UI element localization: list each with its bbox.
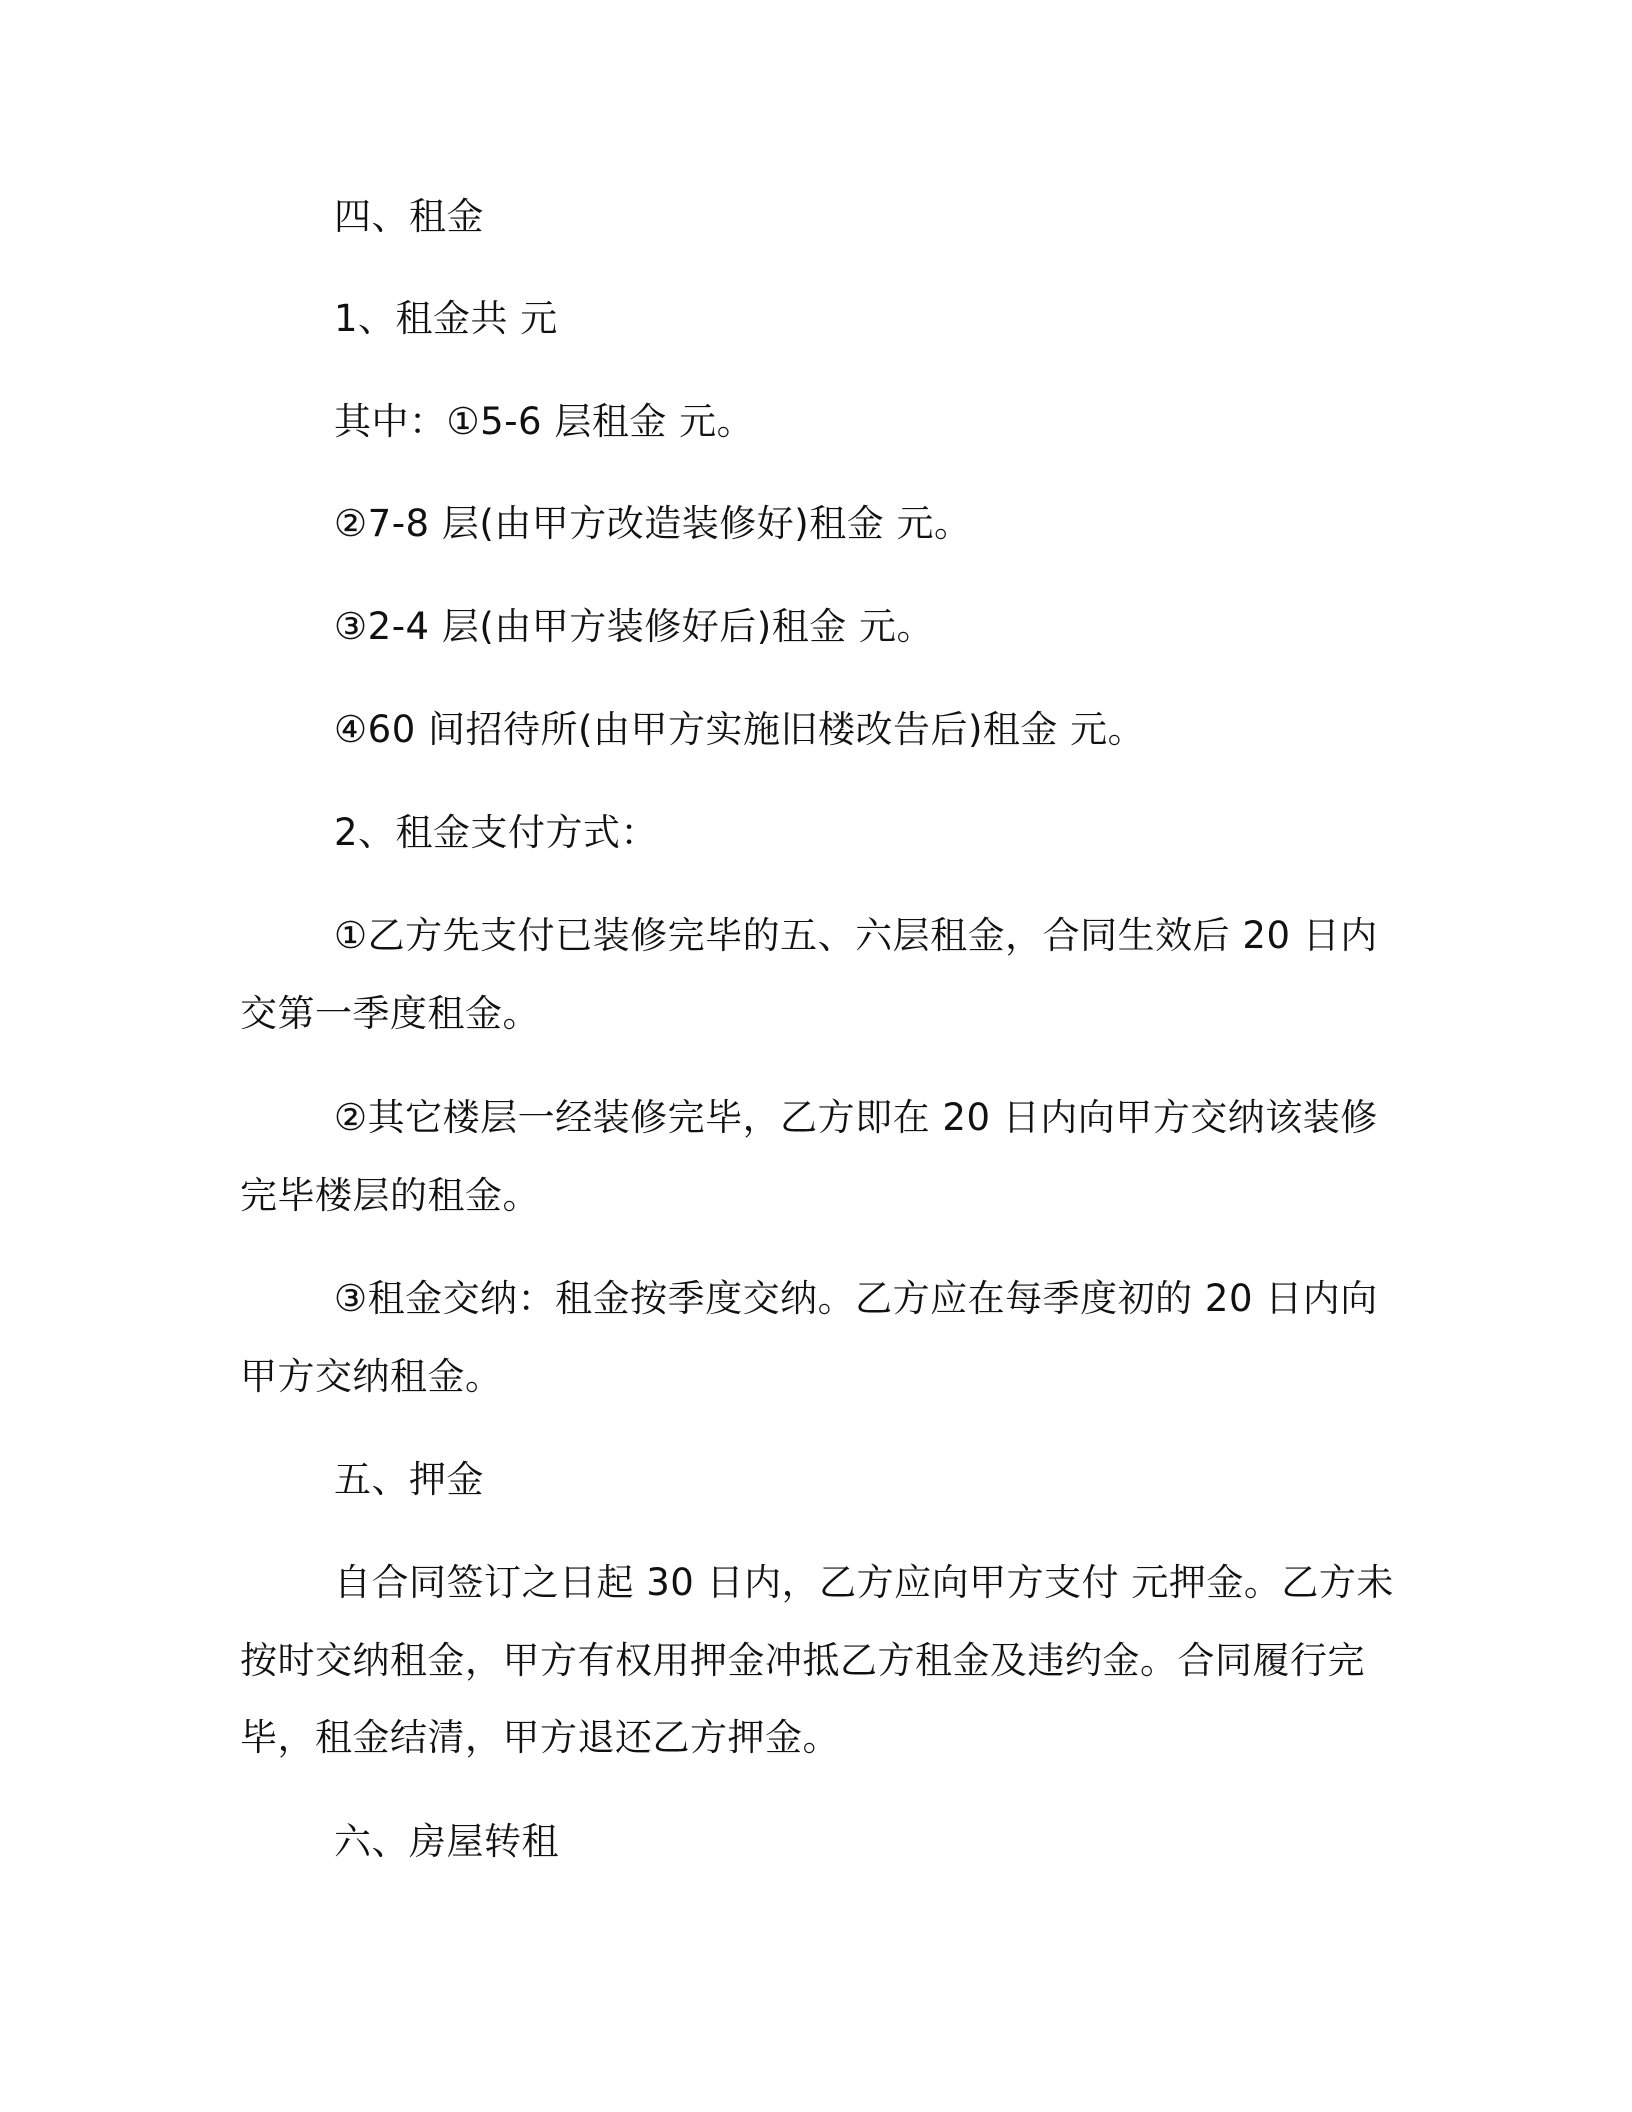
payment-clause-2-line-1: ②其它楼层一经装修完毕，乙方即在 20 日内向甲方交纳该装修	[334, 1096, 1378, 1139]
section4-item1-sub2: ②7-8 层(由甲方改造装修好)租金 元。	[334, 502, 972, 545]
section4-item1-sub1: 其中：①5-6 层租金 元。	[334, 400, 755, 443]
payment-clause-1-line-2: 交第一季度租金。	[240, 992, 540, 1035]
payment-clause-2-line-2: 完毕楼层的租金。	[240, 1174, 540, 1217]
section4-item1-sub3: ③2-4 层(由甲方装修好后)租金 元。	[334, 605, 934, 648]
section4-item2: 2、租金支付方式：	[334, 811, 659, 854]
payment-clause-3-line-1: ③租金交纳：租金按季度交纳。乙方应在每季度初的 20 日内向	[334, 1277, 1378, 1320]
section6-heading: 六、房屋转租	[334, 1820, 559, 1863]
section4-item1: 1、租金共 元	[334, 297, 558, 340]
payment-clause-1-line-1: ①乙方先支付已装修完毕的五、六层租金，合同生效后 20 日内	[334, 914, 1378, 957]
section4-heading: 四、租金	[334, 195, 484, 238]
deposit-paragraph-line-2: 按时交纳租金，甲方有权用押金冲抵乙方租金及违约金。合同履行完	[240, 1639, 1365, 1682]
deposit-paragraph-line-3: 毕，租金结清，甲方退还乙方押金。	[240, 1716, 840, 1759]
section5-heading: 五、押金	[334, 1458, 484, 1501]
deposit-paragraph-line-1: 自合同签订之日起 30 日内，乙方应向甲方支付 元押金。乙方未	[334, 1561, 1394, 1604]
payment-clause-3-line-2: 甲方交纳租金。	[240, 1355, 503, 1398]
section4-item1-sub4: ④60 间招待所(由甲方实施旧楼改告后)租金 元。	[334, 708, 1146, 751]
